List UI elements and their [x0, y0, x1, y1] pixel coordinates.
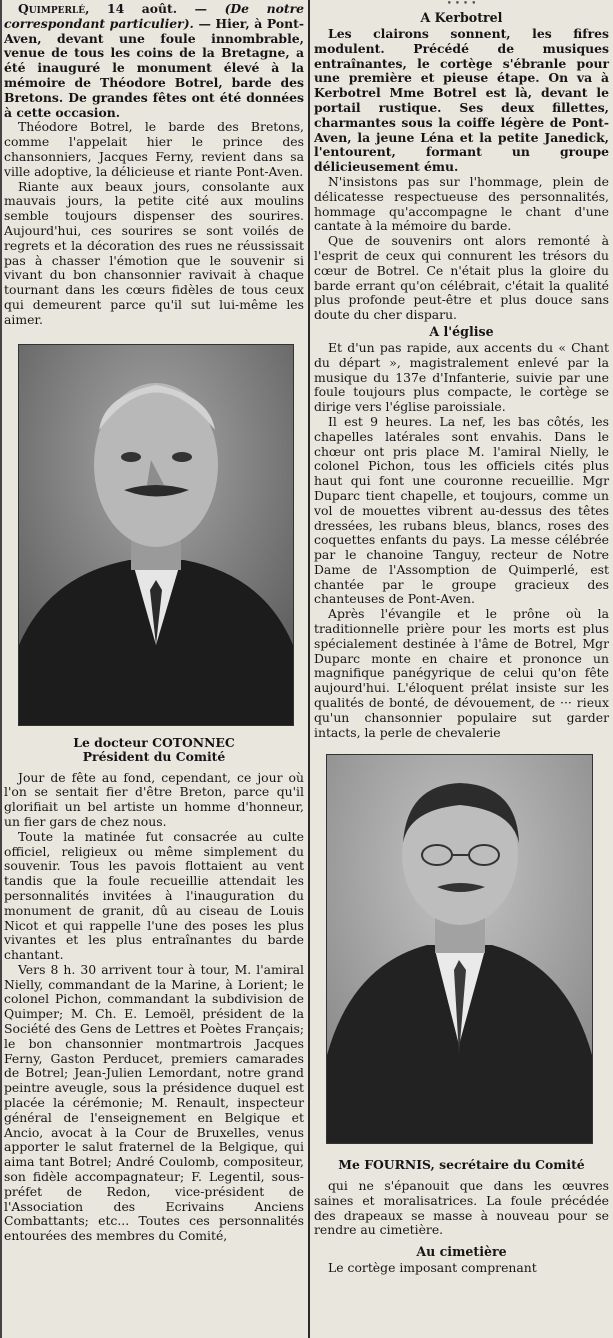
paragraph-r4: Et d'un pas rapide, aux accents du « Chant du départ », magistralement enlevé par la musique du 137e d'Infanterie, suivie par une foule toujours plus compacte, le cortège se dirige vers l'église paroissiale.	[314, 339, 609, 415]
paragraph-r6: Après l'évangile et le prône où la traditionnelle prière pour les morts est plus spécialement destinée à l'âme de Botrel, Mgr Duparc monte en chaire et prononce un magnifique panégyrique de celui qu'on fête aujourd'hui. L'éloquent prélat insiste sur les qualités de bonté, de dévouement, de ··· rieux qu'un chansonnier populaire sut garder intacts, la perle de chevalerie	[314, 606, 609, 740]
paragraph-r2: N'insistons pas sur l'hommage, plein de délicatesse respectueuse des personnalités, hommage qu'accompagne le chant d'une cantate à la mémoire du barde.	[314, 173, 609, 234]
portrait-fournis-image	[327, 755, 592, 1143]
heading-cimetiere: Au cimetière	[416, 1244, 507, 1260]
page-edge	[0, 0, 2, 1338]
lead-text: — Hier, à Pont-Aven, devant une foule innombrable, venue de tous les coins de la Bretagne, a été inauguré le monument élevé à la mémoire de Théodore Botrel, barde des Bretons. De grandes fêtes ont été données à cette occasion.	[4, 15, 304, 120]
paragraph-r5: Il est 9 heures. La nef, les bas côtés, les chapelles latérales sont envahis. Dans le chœur ont pris place M. l'amiral Nielly, le colonel Pichon, tous les officiels cités plus haut qui font une couronne recueillie. Mgr Duparc tient chapelle, et toujours, comme un vol de mouettes vibrent au-dessus des têtes dressées, les rubans bleus, blancs, roses des coquettes enfants du pays. La messe célébrée par le chanoine Tanguy, recteur de Notre Dame de l'Assomption de Quimperlé, est chantée par le groupe gracieux des chanteuses de Pont-Aven.	[314, 413, 609, 607]
portrait-cotonnec-image	[19, 345, 293, 725]
paragraph-4: Jour de fête au fond, cependant, ce jour où l'on se sentait fier d'être Breton, parce qu'il glorifiait un bel artiste un homme d'honneur, un fier gars de chez nous.	[4, 769, 304, 829]
paragraph-6: Vers 8 h. 30 arrivent tour à tour, M. l'amiral Nielly, commandant de la Marine, à Lorient; le colonel Pichon, commandant la subdivision de Quimper; M. Ch. E. Lemoël, président de la Société des Gens de Lettres et Poètes Français; le bon chansonnier montmartrois Jacques Ferny, Gaston Perducet, premiers camarades de Botrel; Jean-Julien Lemordant, notre grand peintre aveugle, sous la présidence duquel est placée la cérémonie; M. Renault, inspecteur général de l'enseignement en Belgique et Ancio, avocat à la Cour de Bruxelles, venus apporter le salut fraternel de la Belgique, qui aima tant Botrel; André Coulomb, compositeur, son fidèle accompagnateur; F. Legentil, sous-préfet de Redon, vice-président de l'Association des Ecrivains Anciens Combattants; etc... Toutes ces personnalités entourées des membres du Comité,	[4, 961, 304, 1244]
caption-cotonnec-name: Le docteur COTONNEC	[73, 734, 235, 750]
portrait-cotonnec	[18, 344, 294, 726]
paragraph-r3: Que de souvenirs ont alors remonté à l'esprit de ceux qui connurent les trésors du cœur de Botrel. Ce n'était plus la gloire du barde errant qu'on célébrait, c'était la qualité plus profonde peut-être et plus douce sans doute du cher disparu.	[314, 233, 609, 323]
paragraph-r7: qui ne s'épanouit que dans les œuvres saines et moralisatrices. La foule précédée des drapeaux se masse à nouveau pour se rendre au cimetière.	[314, 1177, 609, 1238]
caption-cotonnec-title: Président du Comité	[82, 749, 226, 765]
ornament: • • • •	[446, 0, 477, 9]
left-column	[4, 0, 304, 1244]
heading-kerbotrel: A Kerbotrel	[420, 10, 503, 25]
caption-fournis: Me FOURNIS, secrétaire du Comité	[338, 1157, 585, 1173]
paragraph-r1: Les clairons sonnent, les fifres modulent. Précédé de musiques entraînantes, le cortège s'ébranle pour une première et pieuse étape. On va à Kerbotrel Mme Botrel est là, devant le portail rustique. Ses deux fillettes, charmantes sous la coiffe légère de Pont-Aven, la jeune Léna et la petite Janedick, l'entourent, formant un groupe délicieusement ému.	[314, 26, 609, 175]
paragraph-5: Toute la matinée fut consacrée au culte officiel, religieux ou même simplement du souvenir. Tous les pavois flottaient au vent tandis que la foule recueillie attendait les personnalités invitées à l'inauguration du monument de granit, dû au ciseau de Louis Nicot et qui rappelle l'une des poses les plus vivantes et les plus entraînantes du barde chantant.	[4, 828, 304, 963]
column-rule	[308, 0, 310, 1338]
caption-cotonnec	[4, 736, 304, 765]
portrait-fournis	[326, 754, 593, 1144]
dateline-note: (De notre correspondant particulier).	[4, 1, 304, 31]
heading-eglise: A l'église	[429, 323, 494, 339]
dateline-place: Quimperlé	[18, 1, 86, 16]
dateline-date: , 14 août. —	[85, 1, 225, 16]
paragraph-2: Théodore Botrel, le barde des Bretons, comme l'appelait hier le prince des chansonniers, Jacques Ferny, revient dans sa ville adoptive, la délicieuse et riante Pont-Aven.	[4, 119, 304, 179]
paragraph-3: Riante aux beaux jours, consolante aux mauvais jours, la petite cité aux moulins semble toujours dispenser des sourires. Aujourd'hui, ces sourires se sont voilés de regrets et la décoration des rues ne réussissait pas à chasser l'émotion que le souvenir si vivant du bon chansonnier ravivait à chaque tournant dans les cœurs fidèles de tous ceux qui demeurent parce qu'il sut lui-même les aimer.	[4, 178, 304, 327]
right-column	[314, 0, 609, 1276]
lead-paragraph	[4, 2, 304, 120]
paragraph-r8: Le cortège imposant comprenant	[328, 1260, 537, 1276]
